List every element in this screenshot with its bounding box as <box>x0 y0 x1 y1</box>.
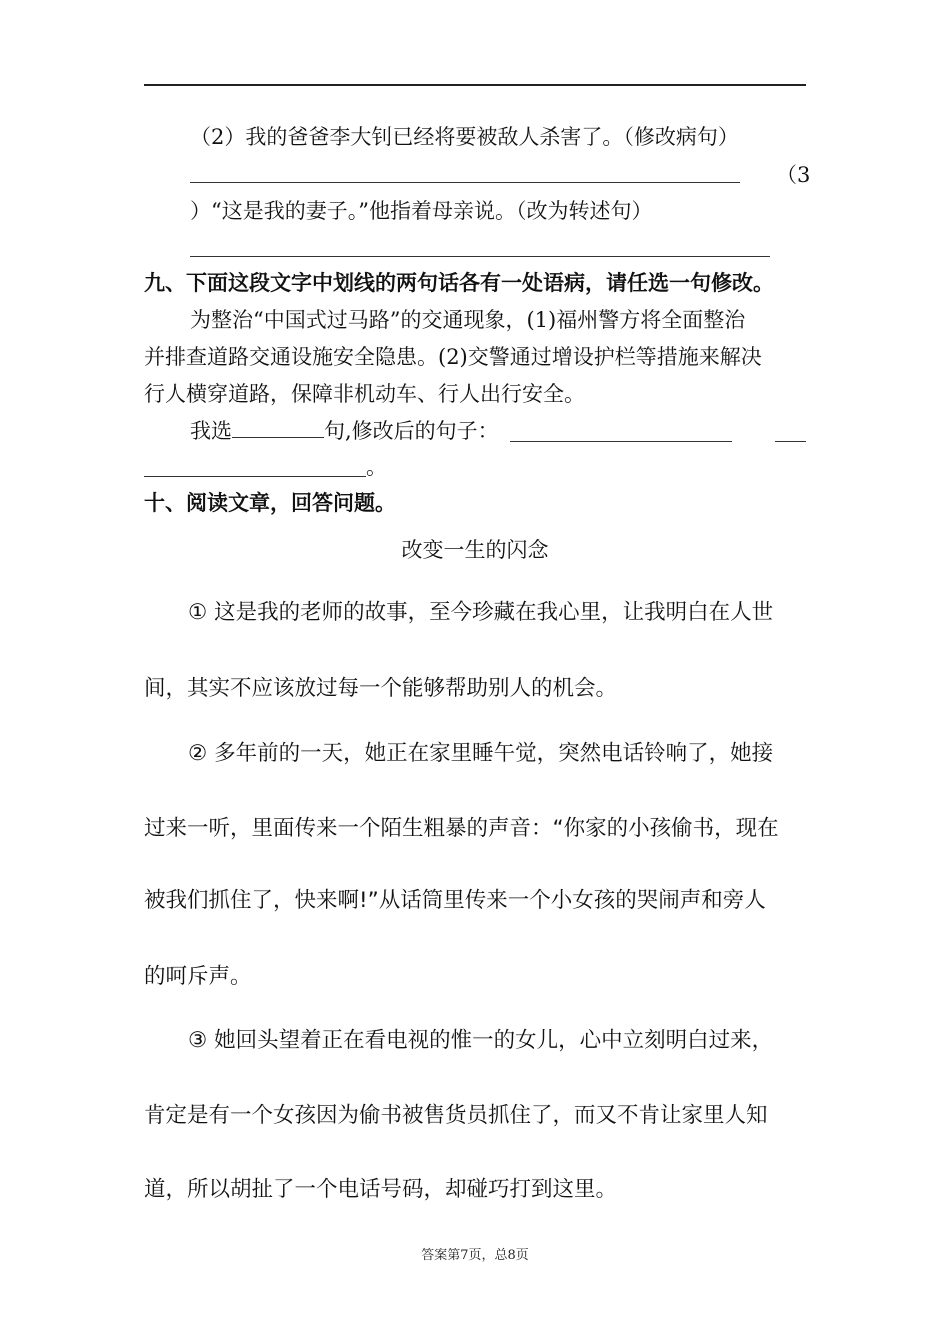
article-line: ② 多年前的一天，她正在家里睡午觉，突然电话铃响了，她接 <box>188 741 774 766</box>
q9-paragraph-line-3: 行人横穿道路，保障非机动车、行人出行安全。 <box>144 382 585 406</box>
q10-heading: 十、阅读文章，回答问题。 <box>144 490 396 515</box>
q8-answer-blank-3[interactable] <box>190 256 770 257</box>
article-line: 被我们抓住了，快来啊!”从话筒里传来一个小女孩的哭闹声和旁人 <box>144 888 766 913</box>
q8-item-2: （2）我的爸爸李大钊已经将要被敌人杀害了。（修改病句） <box>190 125 739 149</box>
article-line: 间，其实不应该放过每一个能够帮助别人的机会。 <box>144 676 618 701</box>
q8-answer-blank-2[interactable] <box>190 182 740 183</box>
q9-choice-blank[interactable] <box>232 419 324 438</box>
q8-item-3-number: （3 <box>776 163 811 187</box>
article-line: 道，所以胡扯了一个电话号码，却碰巧打到这里。 <box>144 1177 618 1202</box>
article-line: ③ 她回头望着正在看电视的惟一的女儿，心中立刻明白过来， <box>188 1028 774 1053</box>
q9-paragraph-line-1: 为整治“中国式过马路”的交通现象，(1)福州警方将全面整治 <box>190 308 746 332</box>
q9-sentence-blank-3[interactable] <box>144 476 366 477</box>
q8-item-3: ）“这是我的妻子。”他指着母亲说。（改为转述句） <box>190 199 653 223</box>
article-line: 过来一听，里面传来一个陌生粗暴的声音：“你家的小孩偷书，现在 <box>144 816 779 841</box>
q9-answer-label-choose: 我选 <box>190 419 232 443</box>
top-divider <box>144 84 806 86</box>
article-line: 的呵斥声。 <box>144 964 252 989</box>
q9-paragraph-line-2: 并排查道路交通设施安全隐患。(2)交警通过增设护栏等措施来解决 <box>144 345 762 369</box>
q9-answer-label-sentence: 句,修改后的句子： <box>324 419 499 443</box>
q9-heading: 九、下面这段文字中划线的两句话各有一处语病，请任选一句修改。 <box>144 270 774 295</box>
page-footer: 答案第7页，总8页 <box>421 1248 529 1263</box>
article-line: ① 这是我的老师的故事，至今珍藏在我心里，让我明白在人世 <box>188 600 774 625</box>
article-line: 肯定是有一个女孩因为偷书被售货员抓住了，而又不肯让家里人知 <box>144 1103 768 1128</box>
q9-sentence-end: 。 <box>366 455 387 479</box>
article-title: 改变一生的闪念 <box>401 538 549 562</box>
q9-sentence-blank-2[interactable] <box>775 441 806 442</box>
q9-sentence-blank-1[interactable] <box>510 441 732 442</box>
